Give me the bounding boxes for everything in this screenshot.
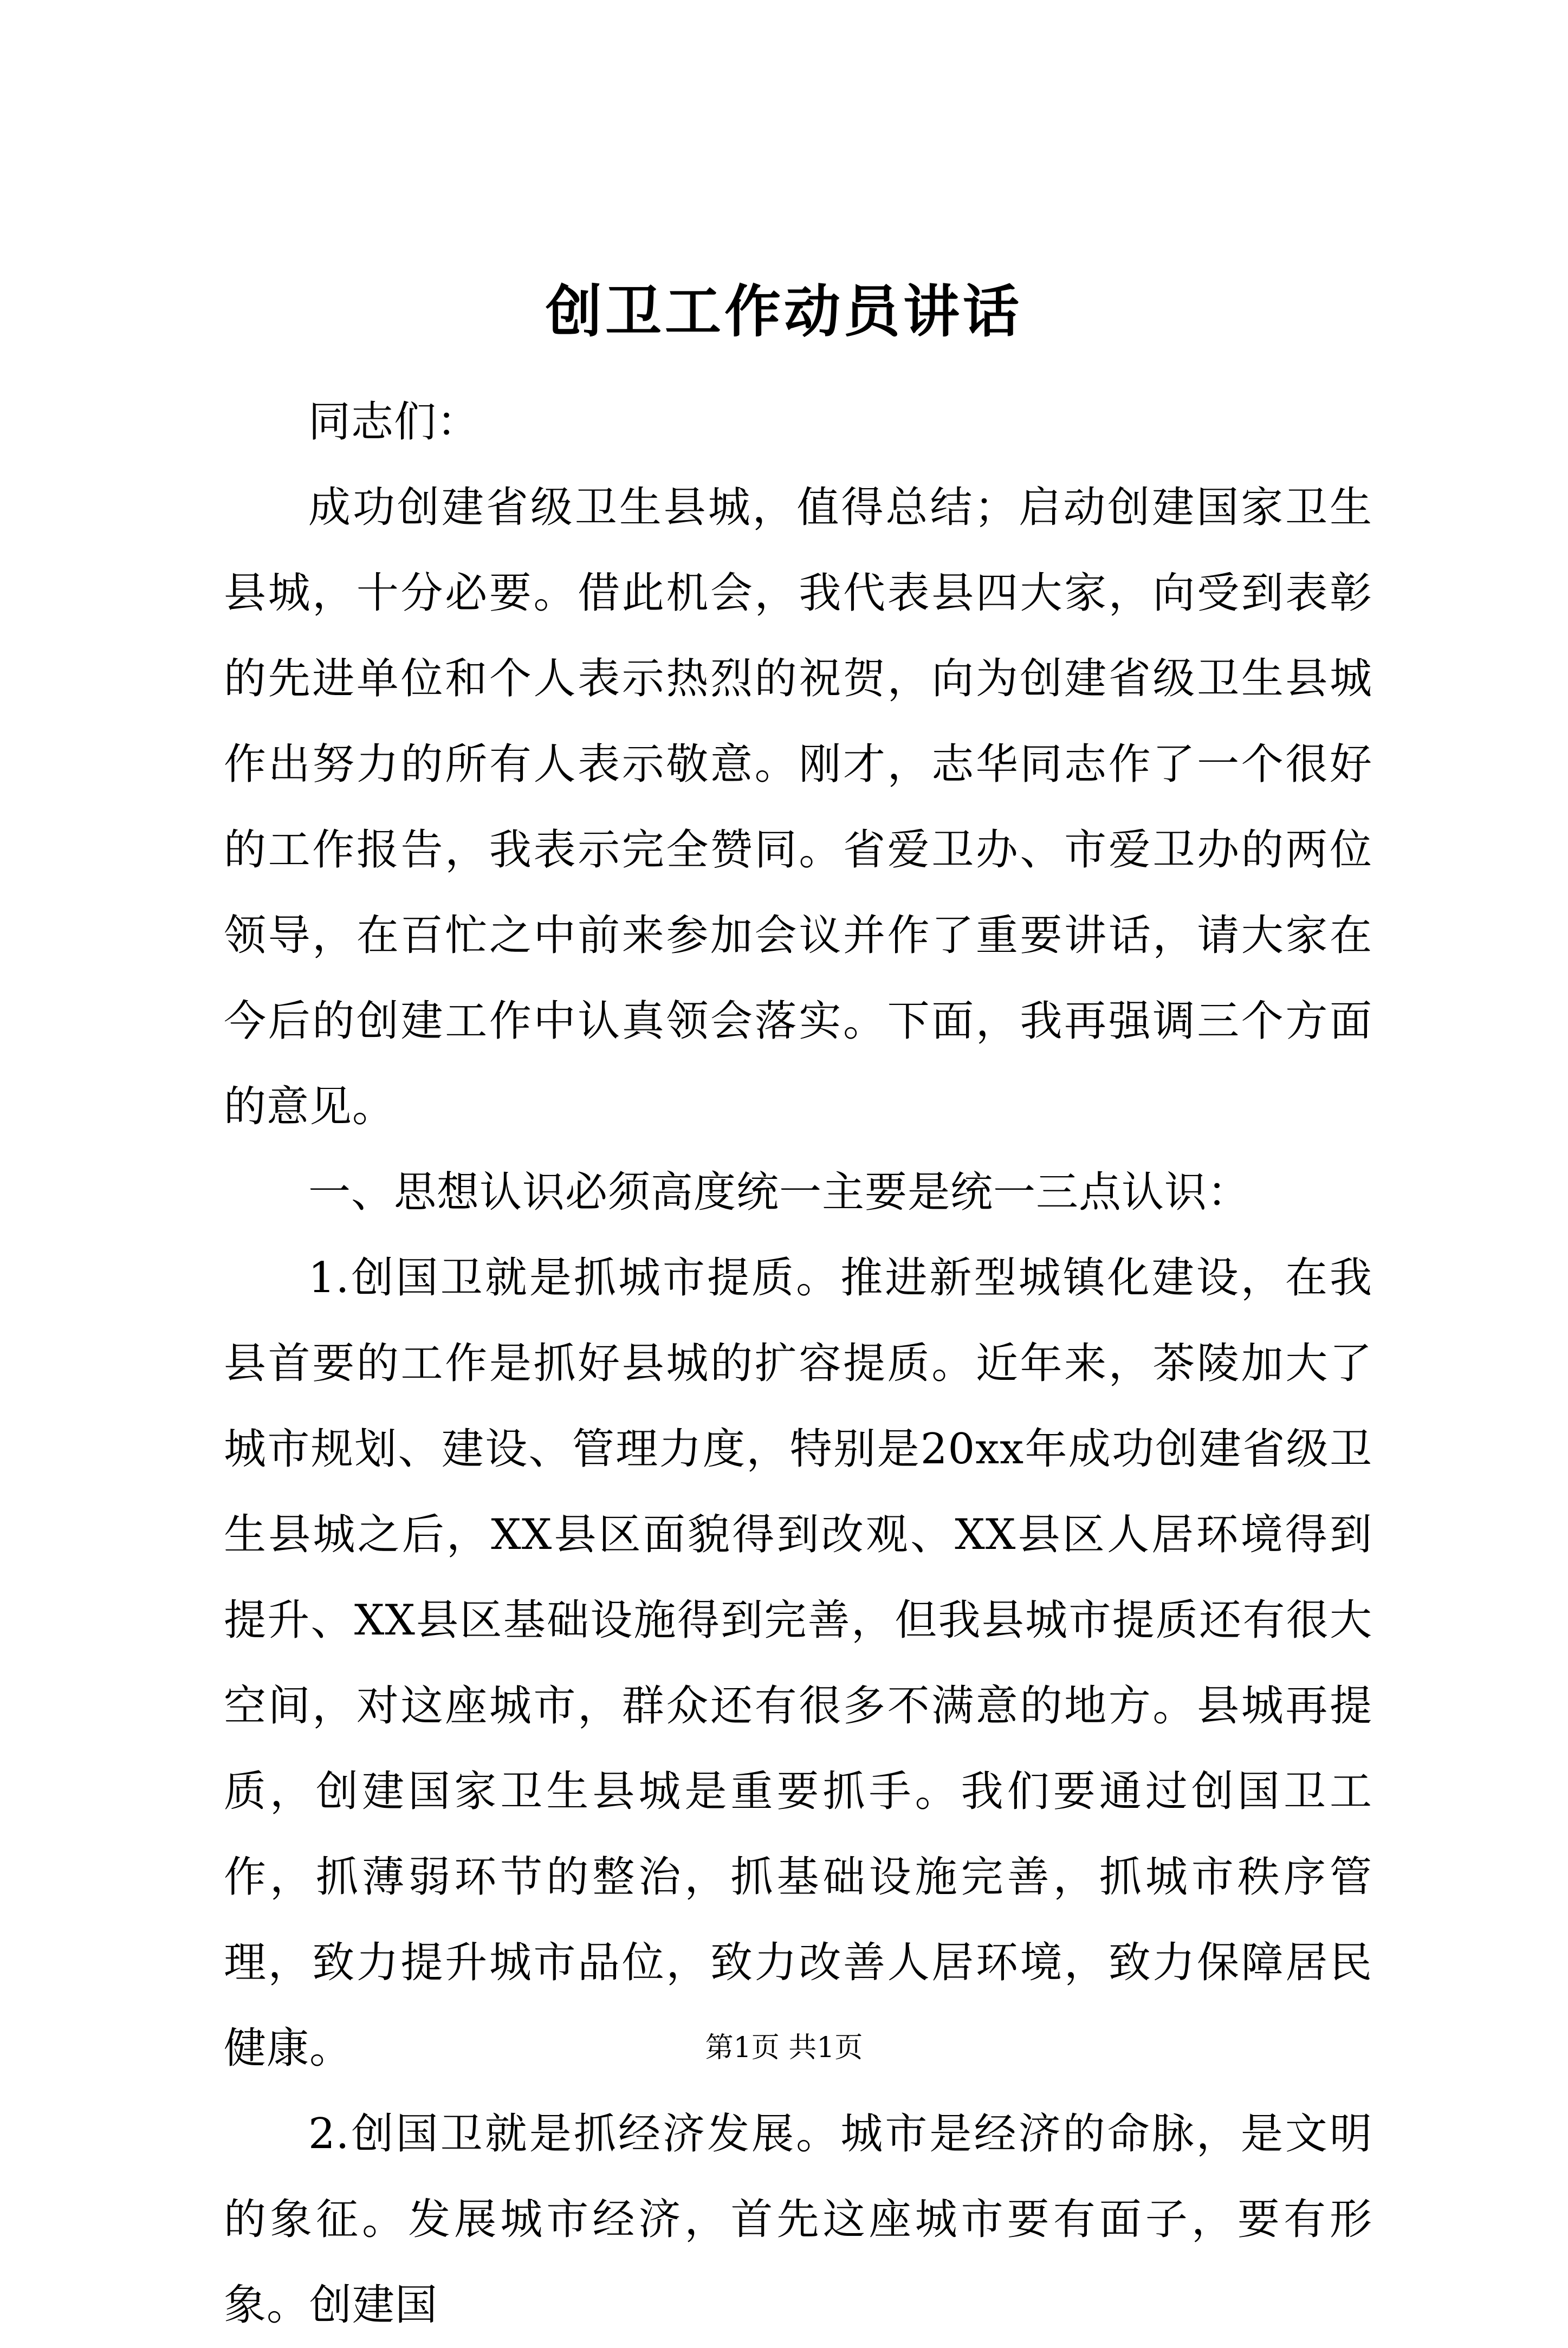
point-one-paragraph: 1.创国卫就是抓城市提质。推进新型城镇化建设，在我县首要的工作是抓好县城的扩容提质。近年来，茶陵加大了城市规划、建设、管理力度，特别是20xx年成功创建省级卫生县城之后，XX县区面貌得到改观、XX县区人居环境得到提升、XX县区基础设施得到完善，但我县城市提质还有很大空间，对这座城市，群众还有很多不满意的地方。县城再提质，创建国家卫生县城是重要抓手。我们要通过创国卫工作，抓薄弱环节的整治，抓基础设施完善，抓城市秩序管理，致力提升城市品位，致力改善人居环境，致力保障居民健康。 (224, 1254, 1372, 2073)
section-heading-paragraph: 一、思想认识必须高度统一主要是统一三点认识： (308, 1168, 1250, 1217)
page-footer: 第1页 共1页 (705, 2032, 863, 2064)
salutation-paragraph: 同志们： (308, 398, 480, 446)
point-two-paragraph: 2.创国卫就是抓经济发展。城市是经济的命脉，是文明的象征。发展城市经济，首先这座城市要有面子，要有形象。创建国 (224, 2110, 1372, 2330)
document-title: 创卫工作动员讲话 (545, 278, 1022, 345)
opening-paragraph: 成功创建省级卫生县城，值得总结；启动创建国家卫生县城，十分必要。借此机会，我代表县四大家，向受到表彰的先进单位和个人表示热烈的祝贺，向为创建省级卫生县城作出努力的所有人表示敬意。刚才，志华同志作了一个很好的工作报告，我表示完全赞同。省爱卫办、市爱卫办的两位领导，在百忙之中前来参加会议并作了重要讲话，请大家在今后的创建工作中认真领会落实。下面，我再强调三个方面的意见。 (224, 483, 1372, 1131)
